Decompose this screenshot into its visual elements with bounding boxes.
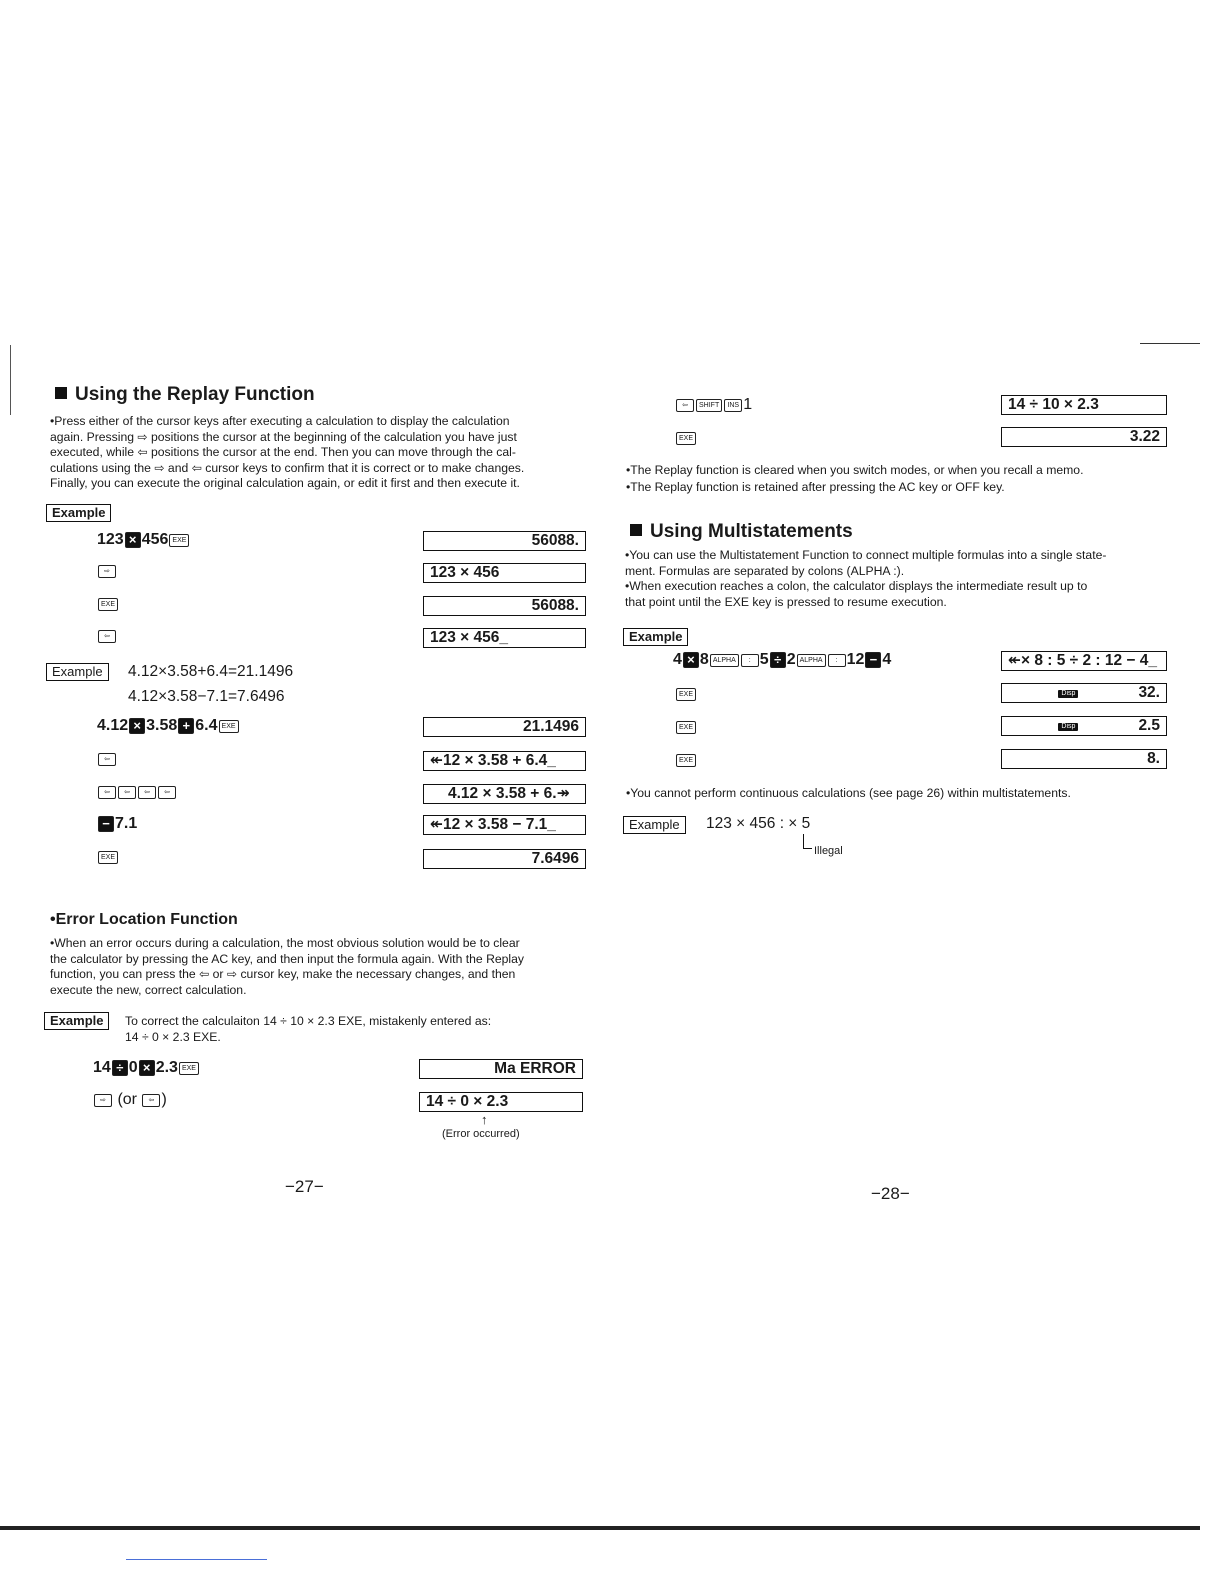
top-rule: [1140, 343, 1200, 344]
right-arrow-key: ⇨: [94, 1094, 112, 1107]
multistatements-heading: Using Multistatements: [630, 521, 853, 543]
replay-intro: •Press either of the cursor keys after executing a calculation to display the calculation again. Pressing ⇨ positions the cursor at the beginning of the calculation you have just executed, while ⇦ positions the cursor at the end. Then you can move through the cal- culations using the ⇨ and ⇦ cursor keys to confirm that it is correct or to make changes. Finally, you can execute the original calculation again, or edit it first and then execute it.: [50, 414, 525, 491]
calc-display: Disp 32.: [1001, 683, 1167, 703]
exe-key: EXE: [676, 688, 696, 701]
key-sequence: [97, 849, 119, 867]
illegal-label: Illegal: [814, 845, 843, 857]
key-sequence: [97, 628, 117, 646]
example-label: Example: [46, 504, 111, 522]
bottom-rule: [0, 1526, 1200, 1530]
exe-key: EXE: [98, 851, 118, 864]
blue-underline: [126, 1559, 267, 1560]
key-sequence: 4.12 × 3.58 + 6.4 EXE: [97, 717, 240, 735]
left-arrow-key: ⇦: [138, 786, 156, 799]
page-number: −28−: [871, 1184, 910, 1203]
calc-display: 21.1496: [423, 717, 586, 737]
colon-key: :: [828, 654, 846, 667]
left-arrow-key: ⇦: [118, 786, 136, 799]
square-bullet-icon: [630, 524, 642, 536]
calc-display: 4.12 × 3.58 + 6.↠: [423, 784, 586, 804]
left-arrow-key: ⇦: [142, 1094, 160, 1107]
page-number: −27−: [285, 1177, 324, 1196]
multiply-key: ×: [125, 532, 141, 548]
calc-display: 123 × 456: [423, 563, 586, 583]
shift-key: SHIFT: [696, 399, 722, 412]
left-arrow-key: ⇦: [98, 753, 116, 766]
example-text: To correct the calculaiton 14 ÷ 10 × 2.3 EXE, mistakenly entered as: 14 ÷ 0 × 2.3 EXE.: [125, 1014, 492, 1044]
alpha-key: ALPHA: [710, 654, 739, 667]
calc-display: ↞× 8 : 5 ÷ 2 : 12 − 4_: [1001, 651, 1167, 671]
key-sequence: [675, 686, 697, 704]
key-sequence: [97, 563, 117, 581]
exe-key: EXE: [98, 598, 118, 611]
alpha-key: ALPHA: [797, 654, 826, 667]
calc-display: 14 ÷ 0 × 2.3: [419, 1092, 583, 1112]
replay-heading: Using the Replay Function: [55, 384, 315, 406]
example-label: Example: [623, 816, 686, 834]
colon-key: :: [741, 654, 759, 667]
key-sequence: [675, 752, 697, 770]
key-sequence: 14 ÷ 0 × 2.3 EXE: [93, 1059, 200, 1077]
calc-display: 123 × 456_: [423, 628, 586, 648]
example-label: Example: [46, 663, 109, 681]
calc-display: 56088.: [423, 531, 586, 551]
key-sequence: 123 × 456 EXE: [97, 531, 190, 549]
plus-key: +: [178, 718, 194, 734]
calc-display: 7.6496: [423, 849, 586, 869]
key-sequence: [97, 751, 117, 769]
calc-display: Disp 2.5: [1001, 716, 1167, 736]
formula: 4.12×3.58+6.4=21.1496: [128, 663, 294, 680]
calc-display: 8.: [1001, 749, 1167, 769]
key-sequence: ⇦ SHIFT INS 1: [675, 396, 752, 414]
key-sequence: [97, 784, 177, 802]
edge-mark: [10, 345, 11, 415]
right-arrow-key: ⇨: [98, 565, 116, 578]
calc-display: 14 ÷ 10 × 2.3: [1001, 395, 1167, 415]
calc-display: 56088.: [423, 596, 586, 616]
multiply-key: ×: [683, 652, 699, 668]
replay-note: •The Replay function is cleared when you switch modes, or when you recall a memo.: [626, 463, 1084, 477]
key-sequence: [97, 596, 119, 614]
error-caption: (Error occurred): [442, 1128, 520, 1140]
left-arrow-key: ⇦: [158, 786, 176, 799]
up-arrow-icon: ↑: [481, 1112, 488, 1127]
exe-key: EXE: [676, 432, 696, 445]
disp-indicator: Disp: [1058, 723, 1078, 731]
key-sequence: 4 × 8 ALPHA : 5 ÷ 2 ALPHA : 12 − 4: [673, 651, 892, 668]
exe-key: EXE: [179, 1062, 199, 1075]
error-heading: •Error Location Function: [50, 911, 238, 928]
exe-key: EXE: [676, 721, 696, 734]
left-arrow-key: ⇦: [98, 786, 116, 799]
illegal-pointer: [803, 834, 812, 849]
key-sequence: − 7.1: [97, 815, 137, 833]
disp-indicator: Disp: [1058, 690, 1078, 698]
replay-note: •The Replay function is retained after pressing the AC key or OFF key.: [626, 480, 1005, 494]
exe-key: EXE: [169, 534, 189, 547]
multistatements-intro: •You can use the Multistatement Function to connect multiple formulas into a single state- ment. Formulas are separated by colons (ALPHA :). •When execution reaches a colon, the calculator displays the intermediate result up to that point until the EXE key is pressed to resume execution.: [625, 548, 1107, 609]
multistatements-note: •You cannot perform continuous calculations (see page 26) within multistatements.: [626, 786, 1071, 800]
left-arrow-key: ⇦: [98, 630, 116, 643]
key-sequence: [675, 430, 697, 448]
ins-key: INS: [724, 399, 742, 412]
minus-key: −: [98, 816, 114, 832]
left-arrow-key: ⇦: [676, 399, 694, 412]
illegal-formula: 123 × 456 : × 5: [706, 815, 811, 832]
calc-display: ↞12 × 3.58 + 6.4_: [423, 751, 586, 771]
key-sequence: [675, 719, 697, 737]
exe-key: EXE: [676, 754, 696, 767]
exe-key: EXE: [219, 720, 239, 733]
formula: 4.12×3.58−7.1=7.6496: [128, 688, 285, 705]
multiply-key: ×: [129, 718, 145, 734]
key-sequence: ⇨ (or ⇦ ): [93, 1091, 167, 1109]
divide-key: ÷: [770, 652, 786, 668]
multiply-key: ×: [139, 1060, 155, 1076]
divide-key: ÷: [112, 1060, 128, 1076]
example-label: Example: [44, 1012, 109, 1030]
calc-display: 3.22: [1001, 427, 1167, 447]
square-bullet-icon: [55, 387, 67, 399]
calc-display: Ma ERROR: [419, 1059, 583, 1079]
error-intro: •When an error occurs during a calculation, the most obvious solution would be to clear the calculator by pressing the AC key, and then input the formula again. With the Replay function, you can press the ⇦ or ⇨ cursor key, make the necessary changes, and then execute the new, correct calculation.: [50, 936, 525, 997]
example-label: Example: [623, 628, 688, 646]
calc-display: ↞12 × 3.58 − 7.1_: [423, 815, 586, 835]
minus-key: −: [865, 652, 881, 668]
